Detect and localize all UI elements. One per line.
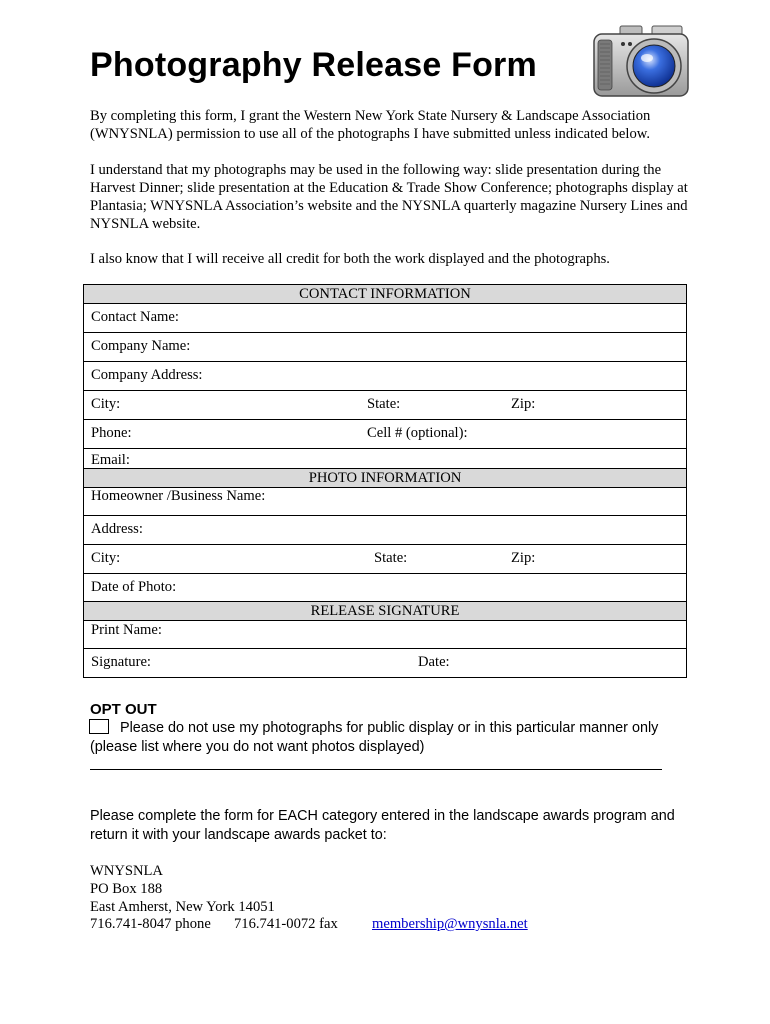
address-po-box: PO Box 188 [90,881,163,897]
contact-zip-label: Zip: [511,396,536,412]
photo-state-label: State: [374,550,408,566]
photo-address-label: Address: [91,521,143,537]
photo-zip-label: Zip: [511,550,536,566]
page-title: Photography Release Form [90,46,537,84]
signature-row[interactable] [84,649,686,677]
camera-icon [590,22,692,100]
instructions-text: Please complete the form for EACH category entered in the landscape awards program and return it with your landscape awards packet to: [90,808,675,843]
address-phone: 716.741-8047 phone [90,916,211,932]
opt-out-text: Please do not use my photographs for public display or in this particular manner only (please list where you do not want photos displayed) [90,720,659,755]
photo-city-state-zip-row[interactable] [84,545,686,574]
contact-name-label: Contact Name: [91,309,179,325]
company-name-label: Company Name: [91,338,191,354]
photo-section-header: PHOTO INFORMATION [84,469,686,488]
photo-date-field[interactable] [84,574,686,602]
photo-city-label: City: [91,550,121,566]
contact-city-label: City: [91,396,121,412]
contact-name-field[interactable] [84,304,686,333]
homeowner-field[interactable] [84,488,686,516]
opt-out-write-line[interactable] [90,769,662,770]
contact-state-label: State: [367,396,401,412]
company-name-field[interactable] [84,333,686,362]
phone-label: Phone: [91,425,132,441]
credit-paragraph: I also know that I will receive all credit for both the work displayed and the photographs. [90,251,610,267]
release-form-table [83,284,687,678]
homeowner-label: Homeowner /Business Name: [91,488,266,504]
usage-paragraph: I understand that my photographs may be used in the following way: slide presentation during the Harvest Dinner; slide presentation at the Education & Trade Show Conference; photographs display at Plantasia; WNYSNLA Association’s website and the NYSNLA quarterly magazine Nursery Lines and NYSNLA website. [90,162,688,232]
grant-paragraph: By completing this form, I grant the Western New York State Nursery & Landscape Association (WNYSNLA) permission to use all of the photographs I have submitted unless indicated below. [90,108,651,142]
print-name-field[interactable] [84,621,686,649]
email-field[interactable] [84,449,686,469]
company-address-field[interactable] [84,362,686,391]
cell-label: Cell # (optional): [367,425,468,441]
address-org: WNYSNLA [90,863,163,879]
email-label: Email: [91,452,130,468]
address-fax: 716.741-0072 fax [234,916,338,932]
signature-date-label: Date: [418,654,450,670]
opt-out-title: OPT OUT [90,701,157,718]
release-section-header: RELEASE SIGNATURE [84,602,686,621]
company-address-label: Company Address: [91,367,203,383]
contact-phone-row[interactable] [84,420,686,449]
contact-city-state-zip-row[interactable] [84,391,686,420]
address-city-line: East Amherst, New York 14051 [90,899,275,915]
contact-section-header: CONTACT INFORMATION [84,285,686,304]
opt-out-checkbox[interactable] [89,719,109,734]
print-name-label: Print Name: [91,622,162,638]
photo-date-label: Date of Photo: [91,579,177,595]
membership-email-link[interactable]: membership@wnysnla.net [372,916,528,932]
signature-label: Signature: [91,654,151,670]
photo-address-field[interactable] [84,516,686,545]
